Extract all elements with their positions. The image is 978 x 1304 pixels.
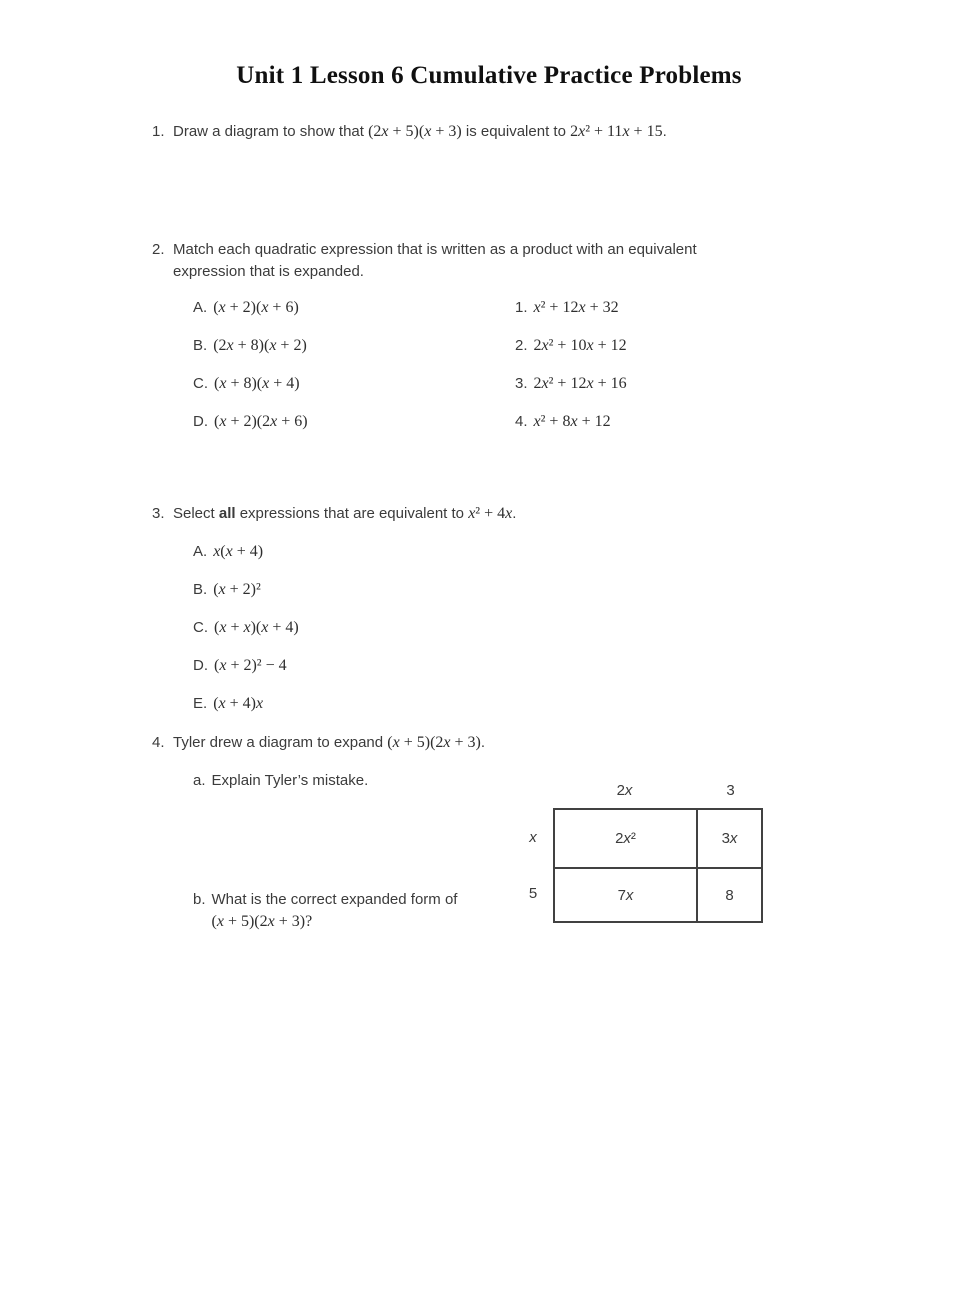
problem-1-number: 1. bbox=[152, 123, 165, 140]
problem-2-match-3 bbox=[515, 373, 627, 395]
problem-1-text-mid: is equivalent to bbox=[461, 123, 571, 140]
diagram-col-header-2x: 2x bbox=[616, 782, 633, 799]
part-a-label: a. bbox=[193, 772, 206, 789]
problem-2-match-2 bbox=[515, 335, 627, 357]
diagram-row-header-x: x bbox=[529, 829, 537, 846]
area-cell-3x: 3 x bbox=[698, 810, 761, 867]
match-expression: 2x² + 12x + 16 bbox=[533, 375, 627, 392]
match-label: 4. bbox=[515, 413, 528, 430]
problem-3-math: x² + 4x bbox=[468, 505, 513, 522]
problem-1-text-before: Draw a diagram to show that bbox=[173, 123, 369, 140]
problem-2-option-a bbox=[193, 297, 299, 319]
problem-2-number: 2. bbox=[152, 241, 165, 258]
match-label: 3. bbox=[515, 375, 528, 392]
match-label: 2. bbox=[515, 337, 528, 354]
problem-3-prompt bbox=[173, 503, 516, 525]
problem-3-option-a bbox=[193, 541, 263, 563]
match-expression: x² + 8x + 12 bbox=[533, 413, 611, 430]
option-expression: (x + 4)x bbox=[213, 695, 264, 712]
problem-4-number: 4. bbox=[152, 734, 165, 751]
option-expression: (x + 2)² − 4 bbox=[214, 657, 287, 674]
option-label: D. bbox=[193, 657, 208, 674]
problem-1-math-product: (2x + 5)(x + 3) bbox=[368, 123, 462, 140]
problem-2-match-1 bbox=[515, 297, 619, 319]
problem-3-option-d bbox=[193, 655, 287, 677]
option-label: A. bbox=[193, 299, 208, 316]
problem-4-prompt bbox=[173, 732, 485, 754]
problem-3-number: 3. bbox=[152, 505, 165, 522]
area-cell-7x: 7 x bbox=[555, 869, 696, 921]
option-expression: x(x + 4) bbox=[213, 543, 264, 560]
problem-2-option-d bbox=[193, 411, 308, 433]
problem-2-prompt-line1: Match each quadratic expression that is written as a product with an equivalent bbox=[173, 241, 697, 258]
match-expression: x² + 12x + 32 bbox=[533, 299, 619, 316]
problem-3-text-before: Select bbox=[173, 505, 219, 522]
option-expression: (2x + 8)(x + 2) bbox=[213, 337, 307, 354]
option-label: D. bbox=[193, 413, 208, 430]
match-expression: 2x² + 10x + 12 bbox=[533, 337, 627, 354]
option-label: E. bbox=[193, 695, 208, 712]
area-cell-8: 8 bbox=[698, 869, 761, 921]
problem-2-option-c bbox=[193, 373, 300, 395]
part-b-text: What is the correct expanded form of bbox=[211, 891, 458, 908]
problem-3-text-after: . bbox=[512, 505, 517, 522]
problem-2 bbox=[152, 239, 832, 283]
problem-3 bbox=[152, 503, 852, 525]
problem-1-text-after: . bbox=[662, 123, 667, 140]
problem-2-option-b bbox=[193, 335, 307, 357]
option-expression: (x + 2)(x + 6) bbox=[213, 299, 299, 316]
part-b-label: b. bbox=[193, 891, 206, 908]
area-model-diagram bbox=[520, 780, 776, 932]
problem-4-text-before: Tyler drew a diagram to expand bbox=[173, 734, 388, 751]
problem-3-text-mid: expressions that are equivalent to bbox=[235, 505, 469, 522]
problem-1 bbox=[152, 121, 852, 143]
problem-2-prompt bbox=[173, 239, 697, 283]
area-cell-2x2: 2 x ² bbox=[555, 810, 696, 867]
option-expression: (x + 2)² bbox=[213, 581, 261, 598]
match-label: 1. bbox=[515, 299, 528, 316]
diagram-row-header-5: 5 bbox=[528, 885, 538, 902]
problem-4-math: (x + 5)(2x + 3) bbox=[387, 734, 481, 751]
option-expression: (x + x)(x + 4) bbox=[214, 619, 299, 636]
option-label: C. bbox=[193, 375, 208, 392]
problem-4-text-after: . bbox=[480, 734, 486, 751]
option-expression: (x + 8)(x + 4) bbox=[214, 375, 300, 392]
option-label: A. bbox=[193, 543, 208, 560]
part-b-math: (x + 5)(2x + 3)? bbox=[211, 913, 313, 930]
option-label: B. bbox=[193, 337, 208, 354]
part-b-content bbox=[212, 889, 458, 933]
diagram-col-header-3: 3 bbox=[726, 782, 735, 799]
option-label: B. bbox=[193, 581, 208, 598]
problem-3-option-e bbox=[193, 693, 263, 715]
option-label: C. bbox=[193, 619, 208, 636]
page-title: Unit 1 Lesson 6 Cumulative Practice Problems bbox=[236, 62, 742, 89]
problem-3-option-b bbox=[193, 579, 261, 601]
problem-4-part-b bbox=[193, 889, 457, 933]
problem-4-part-a bbox=[193, 770, 368, 792]
area-model-table bbox=[553, 808, 763, 923]
problem-1-prompt bbox=[173, 121, 667, 143]
option-expression: (x + 2)(2x + 6) bbox=[214, 413, 308, 430]
problem-2-match-4 bbox=[515, 411, 611, 433]
problem-2-prompt-line2: expression that is expanded. bbox=[173, 263, 364, 280]
part-a-text: Explain Tyler’s mistake. bbox=[211, 772, 369, 789]
problem-1-math-expanded: 2x² + 11x + 15 bbox=[570, 123, 663, 140]
problem-3-option-c bbox=[193, 617, 299, 639]
problem-4 bbox=[152, 732, 752, 754]
problem-3-bold-all: all bbox=[218, 505, 236, 522]
